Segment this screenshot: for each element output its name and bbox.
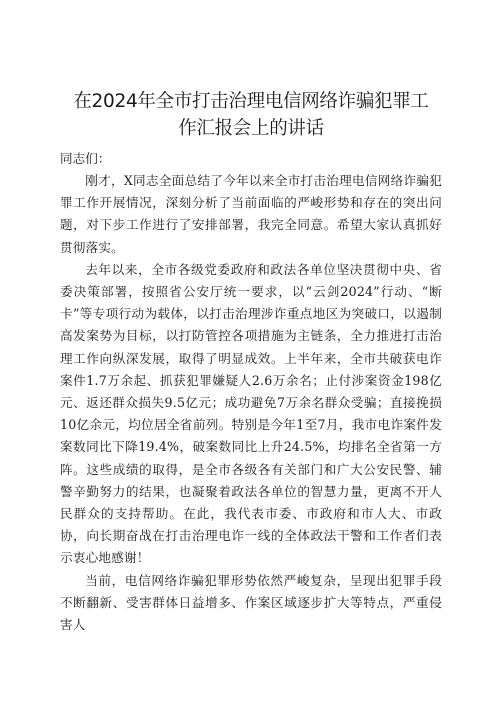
- paragraph-2: 去年以来，全市各级党委政府和政法各单位坚决贯彻中央、省委决策部署，按照省公安厅统一要求，以“云剑2024”行动、“断卡”等专项行动为载体，以打击治理涉诈重点地区为突破口，以遏制高发案势为目标，以打防管控各项措施为主链条，全力推进打击治理工作向纵深发展，取得了明显成效。上半年来，全市共破获电诈案件1.7万余起、抓获犯罪嫌疑人2.6万余名；止付涉案资金198亿元、返还群众损失9.5亿元；成功避免7万余名群众受骗；直接挽损10亿余元，均位居全省前列。特别是今年1至7月，我市电诈案件发案数同比下降19.4%，破案数同比上升24.5%，均排名全省第一方阵。这些成绩的取得，是全市各级各有关部门和广大公安民警、辅警辛勤努力的结果，也凝聚着政法各单位的智慧力量，更离不开人民群众的支持帮助。在此，我代表市委、市政府和市人大、市政协，向长期奋战在打击治理电诈一线的全体政法干警和工作者们表示衷心地感谢！: [60, 261, 442, 566]
- paragraph-3: 当前，电信网络诈骗犯罪形势依然严峻复杂，呈现出犯罪手段不断翻新、受害群体日益增多、作案区域逐步扩大等特点，严重侵害人: [60, 572, 442, 633]
- title-line-2: 作汇报会上的讲话: [178, 118, 324, 139]
- paragraph-1: 刚才，X同志全面总结了今年以来全市打击治理电信网络诈骗犯罪工作开展情况，深刻分析了当前面临的严峻形势和存在的突出问题，对下步工作进行了安排部署，我完全同意。希望大家认真抓好贯彻落实。: [60, 173, 442, 255]
- document-title: [60, 88, 442, 142]
- title-line-1: 在2024年全市打击治理电信网络诈骗犯罪工: [73, 91, 429, 112]
- salutation: 同志们：: [60, 151, 111, 166]
